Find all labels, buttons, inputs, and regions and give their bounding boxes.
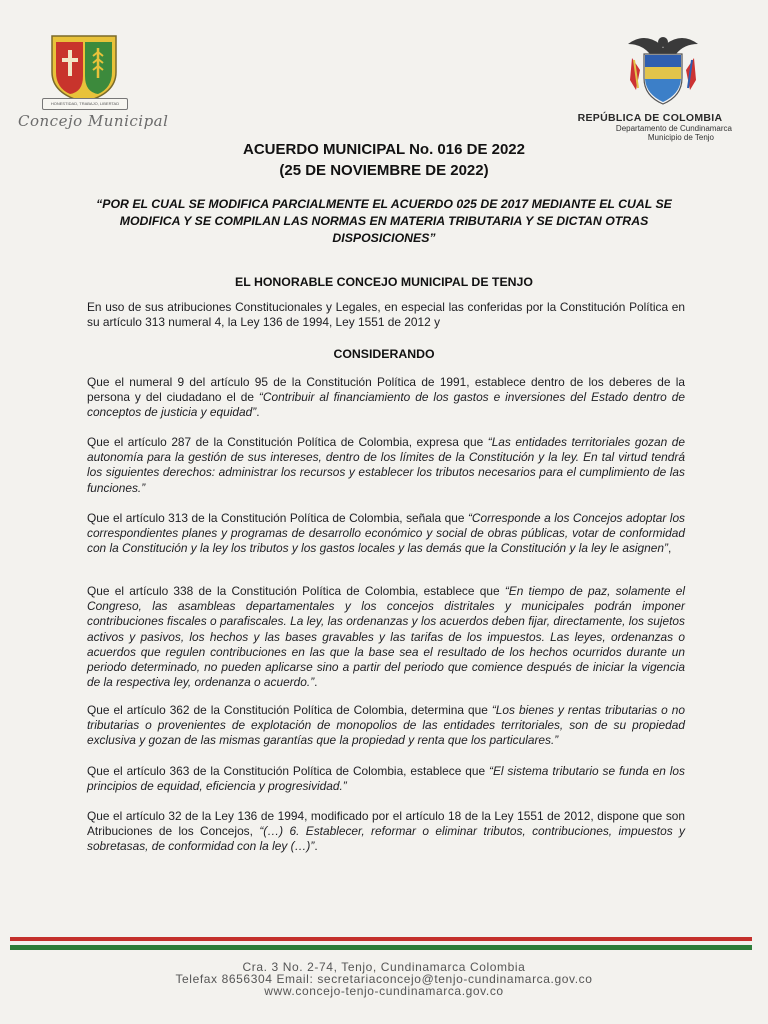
footer-stripe-green: [10, 945, 752, 950]
department-name: Departamento de Cundinamarca: [615, 124, 732, 133]
consideration-quote: “En tiempo de paz, solamente el Congreso, las asambleas departamentales y los concejos distritales y municipales podrán imponer contribuciones fiscales o parafiscales. La ley, las ordenanzas y los acuerdos deben fijar, directamente, los sujetos activos y pasivos, los hechos y las bases gravables y las tarifas de los impuestos. Las leyes, ordenanzas o acuerdos que regulen contribuciones en las que la base sea el resultado de los hechos ocurridos durante un periodo determinado, no pueden aplicarse sino a partir del periodo que comience después de iniciar la vigencia de la respectiva ley, ordenanza o acuerdo.”: [87, 584, 686, 690]
municipal-shield-icon: [48, 32, 120, 104]
consideration-intro: Que el artículo 362 de la Constitución Política de Colombia, determina que: [87, 703, 492, 717]
preamble-paragraph: En uso de sus atribuciones Constitucionales y Legales, en especial las conferidas por la Constitución Política en su artículo 313 numeral 4, la Ley 136 de 1994, Ley 1551 de 2012 y: [87, 300, 685, 330]
consideration-intro: Que el artículo 32 de la Ley 136 de 1994, modificado por el artículo 18 de la Ley 1551 de 2012, dispone que son Atribuciones de los Concejos,: [87, 809, 685, 839]
consideration-intro: Que el artículo 313 de la Constitución Política de Colombia, señala que: [87, 511, 468, 525]
consideration-quote: “Contribuir al financiamiento de los gastos e inversiones del Estado dentro de conceptos de justicia y equidad”: [87, 390, 685, 420]
consideration-tail: .: [256, 405, 260, 420]
consideration-intro: Que el artículo 287 de la Constitución Política de Colombia, expresa que: [87, 435, 488, 449]
municipality-name: Municipio de Tenjo: [647, 133, 714, 142]
consideration-tail: ,: [667, 541, 672, 556]
consideration-paragraph: [87, 703, 685, 749]
considering-heading: CONSIDERANDO: [333, 347, 435, 361]
department-label: [560, 124, 732, 142]
issuer-heading: EL HONORABLE CONCEJO MUNICIPAL DE TENJO: [235, 275, 533, 289]
document-subtitle: “POR EL CUAL SE MODIFICA PARCIALMENTE EL ACUERDO 025 DE 2017 MEDIANTE EL CUAL SE MODIFICA Y SE COMPILAN LAS NORMAS EN MATERIA TRIBUTARIA Y SE DICTAN OTRAS DISPOSICIONES”: [96, 197, 672, 245]
consideration-intro: Que el artículo 363 de la Constitución Política de Colombia, establece que: [87, 764, 489, 778]
concejo-signature-text: Concejo Municipal: [18, 112, 169, 130]
consideration-quote: “(…) 6. Establecer, reformar o eliminar tributos, contribuciones, impuestos y sobretasas, de conformidad con la ley (…)”: [87, 824, 685, 854]
consideration-paragraph: [87, 584, 685, 690]
consideration-tail: .: [314, 839, 318, 854]
consideration-paragraph: [87, 764, 685, 794]
consideration-intro: Que el artículo 338 de la Constitución Política de Colombia, establece que: [87, 584, 505, 598]
consideration-intro: Que el numeral 9 del artículo 95 de la Constitución Política de 1991, establece dentro de los deberes de la persona y del ciudadano el de: [87, 375, 685, 405]
shield-motto: HONESTIDAD, TRABAJO, LIBERTAD: [42, 98, 128, 110]
document-date: (25 DE NOVIEMBRE DE 2022): [279, 162, 489, 179]
consideration-tail: .: [314, 675, 318, 690]
consideration-paragraph: [87, 511, 685, 557]
consideration-quote: “Corresponde a los Concejos adoptar los correspondientes planes y programas de desarrollo económico y social de obras públicas, votar de conformidad con la Constitución y la ley los tributos y los gastos locales y las demás que la Constitución y la ley le asignen”: [87, 511, 686, 556]
municipal-logo: [18, 28, 168, 143]
consideration-quote: “Los bienes y rentas tributarias o no tributarias o provenientes de explotación de monopolios de las entidades territoriales, son de su propiedad exclusiva y gozan de las mismas garantías que la propiedad y renta que los particulares.”: [87, 703, 685, 748]
colombia-coat-of-arms-icon: [622, 30, 704, 110]
footer-address: Cra. 3 No. 2-74, Tenjo, Cundinamarca Colombia: [242, 960, 526, 974]
consideration-quote: “Las entidades territoriales gozan de autonomía para la gestión de sus intereses, dentro de los límites de la Constitución y la ley. En tal virtud tendrá los siguientes derechos: administrar los recursos y establecer los tributos necesarios para el cumplimiento de las funciones.”: [87, 435, 685, 495]
footer-website: www.concejo-tenjo-cundinamarca.gov.co: [264, 984, 504, 998]
consideration-quote: “El sistema tributario se funda en los principios de equidad, eficiencia y progresividad.”: [87, 764, 685, 794]
republic-label: REPÚBLICA DE COLOMBIA: [577, 112, 723, 124]
consideration-paragraph: [87, 435, 685, 496]
consideration-paragraph: [87, 375, 685, 421]
footer-contact: Telefax 8656304 Email: secretariaconcejo@tenjo-cundinamarca.gov.co: [175, 972, 593, 986]
consideration-paragraph: [87, 809, 685, 855]
document-title: ACUERDO MUNICIPAL No. 016 DE 2022: [242, 141, 525, 158]
